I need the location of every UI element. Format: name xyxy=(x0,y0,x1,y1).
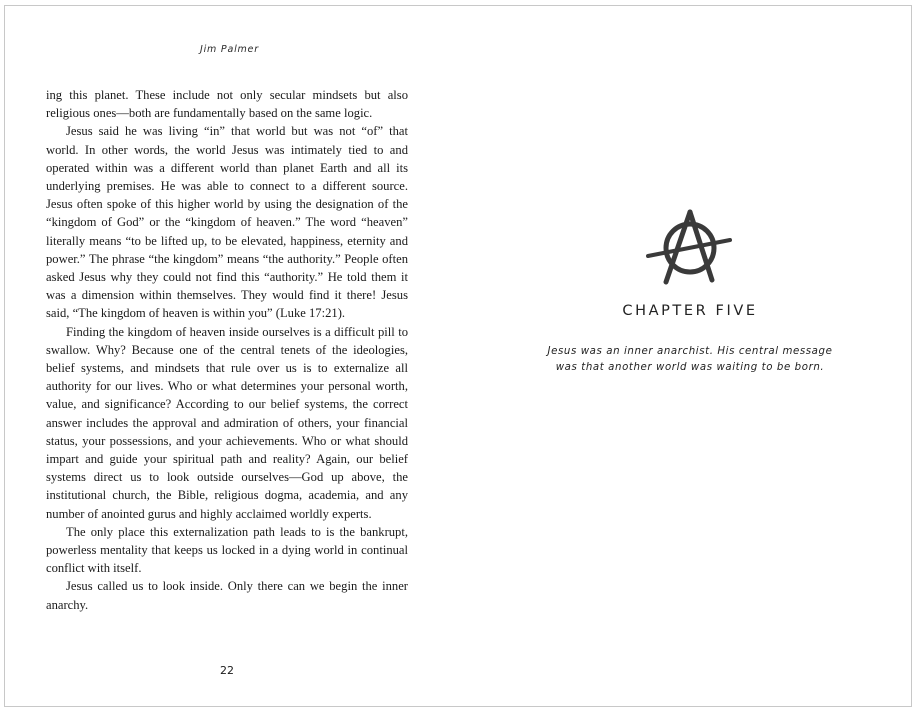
paragraph: ing this planet. These include not only secular mindsets but also religious ones—both are fundamentally based on the same logic. xyxy=(46,88,408,121)
epigraph-line: was that another world was waiting to be born. xyxy=(555,361,825,373)
epigraph-line: Jesus was an inner anarchist. His central message xyxy=(547,346,833,357)
right-page xyxy=(458,0,917,713)
paragraph: The only place this externalization path leads to is the bankrupt, powerless mentality that keeps us locked in a dying world in continual conflict with itself. xyxy=(46,524,408,576)
left-page xyxy=(0,0,458,713)
page-number: 22 xyxy=(220,664,234,677)
paragraph: Jesus said he was living “in” that world but was not “of” that world. In other words, the world Jesus was intimately tied to and operated within was a different world than planet Earth and all its underlying premises. He was able to connect to a different source. Jesus often spoke of this higher world by using the designation of the “kingdom of God” or the “kingdom of heaven.” The word “heaven” literally means “to be lifted up, to be elevated, happiness, eternity and power.” The phrase “the kingdom” means “the authority.” People often asked Jesus why they could not find this “authority.” He told them it was a dimension within themselves. They would find it there! Jesus said, “The kingdom of heaven is within you” (Luke 17:21). xyxy=(46,124,408,321)
paragraph: Jesus called us to look inside. Only there can we begin the inner anarchy. xyxy=(46,579,408,612)
chapter-epigraph xyxy=(518,344,862,375)
running-head: Jim Palmer xyxy=(200,44,259,55)
paragraph: Finding the kingdom of heaven inside ourselves is a difficult pill to swallow. Why? Because one of the central tenets of the ideologies, belief systems, and mindsets that rule over us is to externalize all authority for our lives. Who or what determines your personal worth, value, and significance? According to our belief systems, the correct answer includes the approval and admiration of others, your financial status, your possessions, and your achievements. Who or what should impart and guide your spiritual path and reality? Again, our belief systems direct us to look outside ourselves—God up above, the institutional church, the Bible, religious dogma, academia, and any number of anointed gurus and highly acclaimed worldly experts. xyxy=(46,324,408,521)
body-text xyxy=(46,86,408,614)
chapter-title: CHAPTER FIVE xyxy=(622,303,758,319)
anarchy-symbol-icon xyxy=(646,208,734,286)
